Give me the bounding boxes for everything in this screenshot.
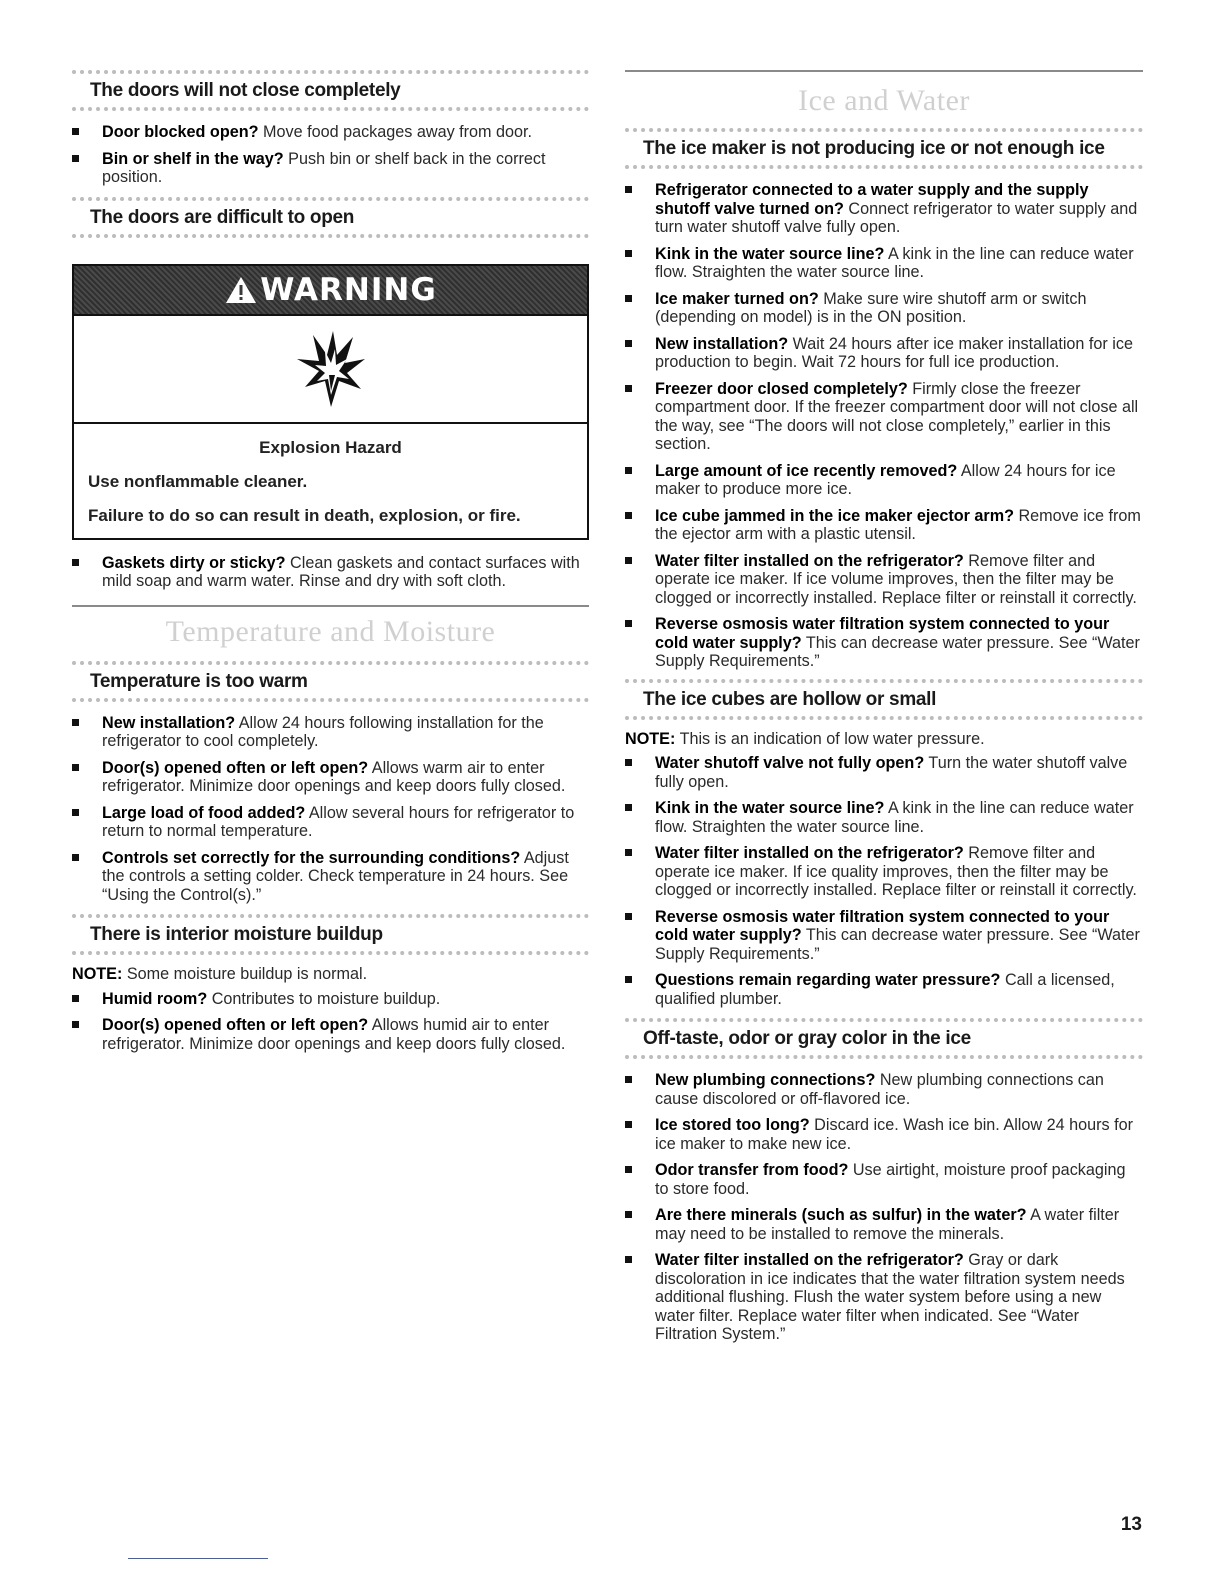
list-item: Are there minerals (such as sulfur) in the water? A water filter may need to be installed to remove the minerals. bbox=[625, 1206, 1143, 1243]
list-item: Bin or shelf in the way? Push bin or shelf back in the correct position. bbox=[72, 150, 589, 187]
warning-triangle-icon bbox=[224, 275, 258, 305]
hollow-note: NOTE: This is an indication of low water pressure. bbox=[625, 729, 985, 748]
list-item: Water filter installed on the refrigerator? Remove filter and operate ice maker. If ice quality improves, then the filter may be clogged or incorrectly installed. Replace filter or reinstall it correctly. bbox=[625, 844, 1143, 900]
warning-band bbox=[74, 266, 587, 314]
list-item: Large load of food added? Allow several hours for refrigerator to return to normal temperature. bbox=[72, 804, 589, 841]
explosion-icon bbox=[295, 329, 367, 409]
doors-close-list bbox=[72, 123, 589, 187]
list-item: Ice cube jammed in the ice maker ejector arm? Remove ice from the ejector arm with a plastic utensil. bbox=[625, 507, 1143, 544]
list-item: Door blocked open? Move food packages away from door. bbox=[72, 123, 589, 142]
list-item: Reverse osmosis water filtration system connected to your cold water supply? This can decrease water pressure. See “Water Supply Requirements.” bbox=[625, 908, 1143, 964]
ice-maker-heading: The ice maker is not producing ice or not enough ice bbox=[625, 128, 1143, 169]
list-item: Controls set correctly for the surrounding conditions? Adjust the controls a setting colder. Check temperature in 24 hours. See “Using the Control(s).” bbox=[72, 849, 589, 905]
ice-maker-list bbox=[625, 181, 1143, 671]
doors-close-heading: The doors will not close completely bbox=[72, 70, 589, 111]
page-number: 13 bbox=[1120, 1514, 1142, 1535]
hollow-heading: The ice cubes are hollow or small bbox=[625, 679, 1143, 720]
list-item: Ice maker turned on? Make sure wire shutoff arm or switch (depending on model) is in the ON position. bbox=[625, 290, 1143, 327]
list-item: Refrigerator connected to a water supply and the supply shutoff valve turned on? Connect refrigerator to water supply and turn water shutoff valve fully open. bbox=[625, 181, 1143, 237]
warning-box bbox=[72, 264, 589, 540]
list-item: New plumbing connections? New plumbing connections can cause discolored or off-flavored ice. bbox=[625, 1071, 1143, 1108]
moisture-heading: There is interior moisture buildup bbox=[72, 914, 589, 955]
offtaste-heading: Off-taste, odor or gray color in the ice bbox=[625, 1018, 1143, 1059]
list-item: Water shutoff valve not fully open? Turn the water shutoff valve fully open. bbox=[625, 754, 1143, 791]
section-rule bbox=[625, 70, 1143, 72]
left-column bbox=[72, 70, 589, 1061]
list-item: Humid room? Contributes to moisture buildup. bbox=[72, 990, 589, 1009]
list-item: Ice stored too long? Discard ice. Wash ice bin. Allow 24 hours for ice maker to make new ice. bbox=[625, 1116, 1143, 1153]
list-item: Odor transfer from food? Use airtight, moisture proof packaging to store food. bbox=[625, 1161, 1143, 1198]
list-item: New installation? Wait 24 hours after ice maker installation for ice production to begin. Wait 72 hours for full ice production. bbox=[625, 335, 1143, 372]
section-rule bbox=[72, 605, 589, 607]
warning-hazard: Explosion Hazard bbox=[259, 437, 402, 457]
list-item: Kink in the water source line? A kink in the line can reduce water flow. Straighten the water source line. bbox=[625, 799, 1143, 836]
list-item: Questions remain regarding water pressure? Call a licensed, qualified plumber. bbox=[625, 971, 1143, 1008]
list-item: Large amount of ice recently removed? Allow 24 hours for ice maker to produce more ice. bbox=[625, 462, 1143, 499]
temp-warm-heading: Temperature is too warm bbox=[72, 661, 589, 702]
list-item: Water filter installed on the refrigerator? Remove filter and operate ice maker. If ice volume improves, then the filter may be clogged or incorrectly installed. Replace filter or reinstall it correctly. bbox=[625, 552, 1143, 608]
warning-signal-word: WARNING bbox=[260, 271, 437, 308]
hollow-list bbox=[625, 754, 1143, 1008]
list-item: Freezer door closed completely? Firmly close the freezer compartment door. If the freezer compartment door will not close all the way, see “The doors will not close completely,” earlier in this section. bbox=[625, 380, 1143, 454]
doors-open-heading: The doors are difficult to open bbox=[72, 197, 589, 238]
list-item: Reverse osmosis water filtration system connected to your cold water supply? This can decrease water pressure. See “Water Supply Requirements.” bbox=[625, 615, 1143, 671]
temperature-section-title: Temperature and Moisture bbox=[165, 614, 496, 648]
list-item: Water filter installed on the refrigerator? Gray or dark discoloration in ice indicates that the water filtration system needs additional flushing. Flush the water system before using a new water filter. Replace water filter when indicated. See “Water Filtration System.” bbox=[625, 1251, 1143, 1344]
moisture-note: NOTE: Some moisture buildup is normal. bbox=[72, 965, 368, 983]
gaskets-list bbox=[72, 554, 589, 591]
ice-water-section-title: Ice and Water bbox=[798, 84, 970, 117]
right-column bbox=[625, 70, 1143, 1352]
list-item: Door(s) opened often or left open? Allows warm air to enter refrigerator. Minimize door openings and keep doors fully closed. bbox=[72, 759, 589, 796]
temp-warm-list bbox=[72, 714, 589, 905]
list-item: Door(s) opened often or left open? Allows humid air to enter refrigerator. Minimize door openings and keep doors fully closed. bbox=[72, 1016, 589, 1053]
offtaste-list bbox=[625, 1071, 1143, 1344]
list-item: Kink in the water source line? A kink in the line can reduce water flow. Straighten the water source line. bbox=[625, 245, 1143, 282]
list-item: Gaskets dirty or sticky? Clean gaskets and contact surfaces with mild soap and warm water. Rinse and dry with soft cloth. bbox=[72, 554, 589, 591]
list-item: New installation? Allow 24 hours following installation for the refrigerator to cool completely. bbox=[72, 714, 589, 751]
warning-line-1: Use nonflammable cleaner. bbox=[88, 471, 308, 491]
warning-line-2: Failure to do so can result in death, explosion, or fire. bbox=[88, 505, 521, 525]
moisture-list bbox=[72, 990, 589, 1054]
footer-rule bbox=[128, 1558, 268, 1559]
